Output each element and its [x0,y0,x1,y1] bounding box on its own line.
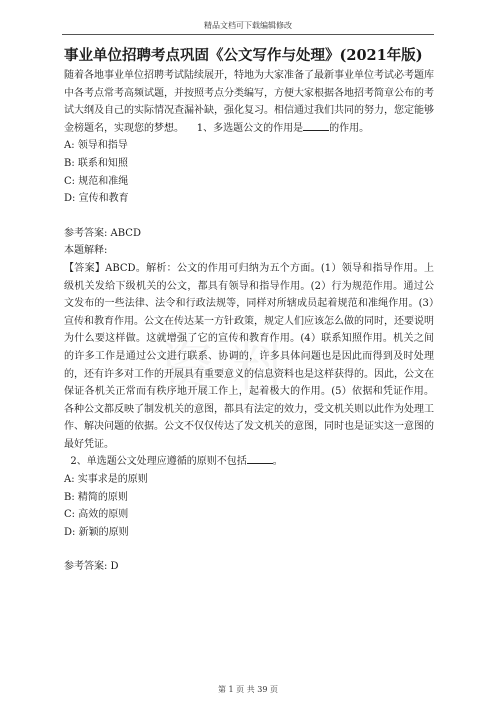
answer-blank [303,120,329,131]
question-2-option-c: C: 高效的原则 [64,509,129,521]
question-1-explanation: 【答案】ABCD。解析：公文的作用可归纳为五个方面。(1）领导和指导作用。上级机关发给下级机关的公文，都具有领导和指导作用。(2）行为规范作用。通过公文发布的一些法律、法令和行政法规等，同样对所辖成员起着规范和准绳作用。(3）宣传和教育作用。公文在传达某一方针政策，规定人们应该怎么做的同时，还要说明为什么要这样做。这就增强了它的宣传和教育作用。(4）联系知照作用。机关之间的许多工作是通过公文进行联系、协调的，许多具体问题也是因此而得到及时处理的，还有许多对工作的开展具有重要意义的信息资料也是这样获得的。因此，公文在保证各机关正常而有秩序地开展工作上，起着极大的作用。(5）依据和凭证作用。各种公文都反映了制发机关的意图，都具有法定的效力，受文机关则以此作为处理工作、解决问题的依据。公文不仅仅传达了发文机关的意图，同时也是证实这一意图的最好凭证。 [64,262,434,450]
question-1-stem: 1、多选题公文的作用是 [196,122,304,134]
question-1-explain-label: 本题解释: [64,245,108,257]
question-2-option-d: D: 新颖的原则 [64,526,129,538]
spacer [64,208,434,225]
question-1-option-a: A: 领导和指导 [64,140,128,152]
question-2-answer: 参考答案: D [64,561,119,573]
question-1-option-b: B: 联系和知照 [64,157,128,169]
document-body [64,46,434,576]
intro-paragraph [64,67,434,137]
question-1-stem-suffix: 的作用。 [329,122,370,134]
question-2-option-a: A: 实事求是的原则 [64,474,148,486]
question-2-stem-line [64,453,434,471]
question-2-stem-suffix: 。 [272,456,283,468]
intro-text: 随着各地事业单位招聘考试陆续展开，特地为大家准备了最新事业单位考试必考题库中各考点常考高频试题，并按照考点分类编写，方便大家根据各地招考简章公布的考试大纲及自己的实际情况查漏补缺，强化复习。相信通过我们共同的努力，您定能够金榜题名，实现您的梦想。 [64,70,434,134]
page-footer: 第 1 页 共 39 页 [218,685,278,694]
spacer [64,541,434,558]
page-header: 精品文档可下载编辑修改 [62,20,434,35]
question-2-stem: 2、单选题公文处理应遵循的原则不包括 [70,456,247,468]
answer-blank [247,453,273,464]
question-1-option-d: D: 宣传和教育 [64,193,129,205]
question-2-option-b: B: 精简的原则 [64,491,128,503]
question-1-answer: 参考答案: ABCD [64,227,141,239]
question-1-option-c: C: 规范和准绳 [64,175,129,187]
document-title: 事业单位招聘考点巩固《公文写作与处理》(2021年版) [64,47,423,64]
